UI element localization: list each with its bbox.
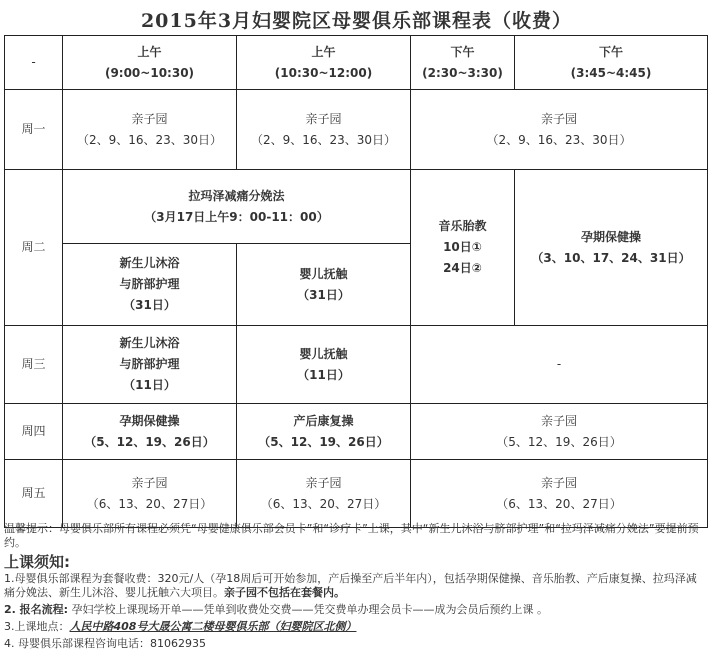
- day-label: 周三: [5, 326, 63, 404]
- note-item-1: 1.母婴俱乐部课程为套餐收费：320元/人（孕18周后可开始参加，产后操至产后半年内），包括孕期保健操、音乐胎教、产后康复操、拉玛泽减痛分娩法、新生儿沐浴、婴儿抚触六大项目。亲子园不包括在套餐内。: [4, 572, 697, 599]
- header-corner: -: [5, 36, 63, 90]
- row-thursday: [5, 404, 708, 460]
- row-friday: [5, 460, 708, 528]
- schedule-table: [4, 35, 708, 528]
- notes-section: [4, 522, 707, 654]
- header-col-morning-1: 上午 (9:00~10:30): [63, 36, 237, 90]
- day-label: 周五: [5, 460, 63, 528]
- header-row: [5, 36, 708, 90]
- address-text: 人民中路408号大晟公寓二楼母婴俱乐部（妇婴院区北侧）: [69, 620, 357, 633]
- note-item-3: 3.上课地点：人民中路408号大晟公寓二楼母婴俱乐部（妇婴院区北侧）: [4, 620, 357, 633]
- course-cell: 婴儿抚触 （31日）: [237, 244, 411, 326]
- course-cell: 产后康复操 （5、12、19、26日）: [237, 404, 411, 460]
- note-item-2: 2. 报名流程: 孕妇学校上课现场开单——凭单到收费处交费——凭交费单办理会员卡——成为会员后预约上课 。: [4, 603, 549, 616]
- notes-heading: 上课须知:: [4, 553, 70, 571]
- header-col-afternoon-2: 下午 (3:45~4:45): [515, 36, 708, 90]
- course-cell: 亲子园 （5、12、19、26日）: [411, 404, 708, 460]
- course-cell: 拉玛泽减痛分娩法 （3月17日上午9：00-11：00）: [63, 170, 411, 244]
- note-item-4: 4. 母婴俱乐部课程咨询电话：81062935: [4, 637, 206, 650]
- row-monday: [5, 90, 708, 170]
- course-cell: 孕期保健操 （5、12、19、26日）: [63, 404, 237, 460]
- reminder-text: 温馨提示：母婴俱乐部所有课程必须凭“母婴健康俱乐部会员卡”和“诊疗卡”上课，其中“新生儿沐浴与脐部护理”和“拉玛泽减痛分娩法”要提前预约。: [4, 522, 699, 549]
- course-cell: 婴儿抚触 （11日）: [237, 326, 411, 404]
- header-col-afternoon-1: 下午(2:30~3:30): [411, 36, 515, 90]
- course-cell-empty: -: [411, 326, 708, 404]
- row-tuesday-top: [5, 170, 708, 244]
- course-cell: 亲子园 （2、9、16、23、30日）: [237, 90, 411, 170]
- course-cell: 亲子园 （2、9、16、23、30日）: [63, 90, 237, 170]
- course-cell: 亲子园 （6、13、20、27日）: [237, 460, 411, 528]
- note-item-1-emphasis: 亲子园不包括在套餐内。: [224, 586, 345, 599]
- day-label: 周一: [5, 90, 63, 170]
- course-cell: 亲子园 （6、13、20、27日）: [411, 460, 708, 528]
- header-col-morning-2: 上午 (10:30~12:00): [237, 36, 411, 90]
- course-cell-music: 音乐胎教 10日① 24日②: [411, 170, 515, 326]
- day-label: 周四: [5, 404, 63, 460]
- page-title: 2015年3月妇婴院区母婴俱乐部课程表（收费）: [140, 10, 573, 32]
- course-cell-yoga: 孕期保健操 （3、10、17、24、31日）: [515, 170, 708, 326]
- course-cell: 亲子园 （2、9、16、23、30日）: [411, 90, 708, 170]
- row-wednesday: [5, 326, 708, 404]
- day-label: 周二: [5, 170, 63, 326]
- course-cell: 新生儿沐浴 与脐部护理 （11日）: [63, 326, 237, 404]
- course-cell: 新生儿沐浴 与脐部护理 （31日）: [63, 244, 237, 326]
- course-cell: 亲子园 （6、13、20、27日）: [63, 460, 237, 528]
- note-item-2-label: 2. 报名流程:: [4, 603, 69, 616]
